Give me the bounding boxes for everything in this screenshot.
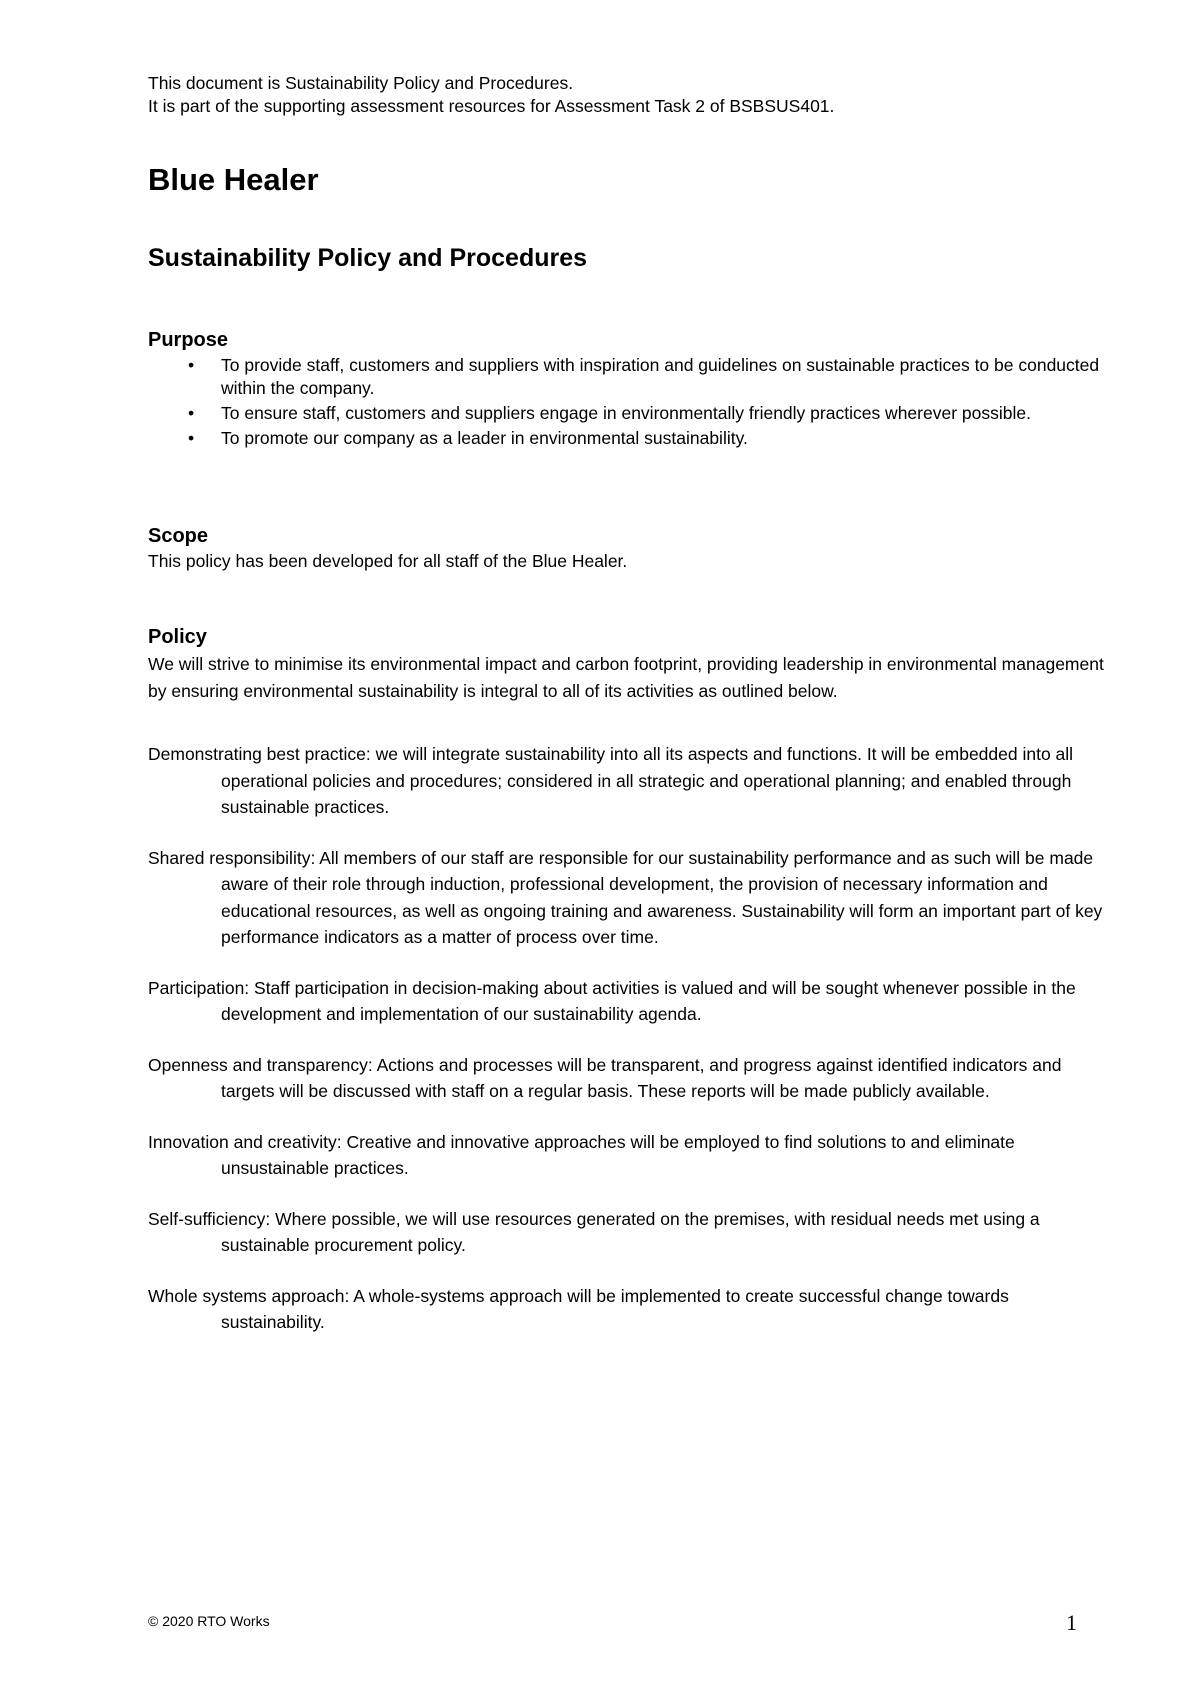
bullet-icon: • [188,355,195,375]
bullet-icon: • [188,403,195,423]
principle-paragraph: Demonstrating best practice: we will integrate sustainability into all its aspects and functions. It will be embedded into all operational policies and procedures; considered in all strategic and operational planning; and enabled through sustainable practices. [148,744,1074,817]
principle-paragraph: Participation: Staff participation in decision-making about activities is valued and will be sought whenever possible in the development and implementation of our sustainability agenda. [148,977,1076,1024]
header-note-line-1: This document is Sustainability Policy and Procedures. [148,73,574,93]
list-item-text: To provide staff, customers and suppliers with inspiration and guidelines on sustainable practices to be conducted within the company. [221,355,1100,398]
principle-paragraph: Innovation and creativity: Creative and innovative approaches will be employed to find solutions to and eliminate unsustainable practices. [148,1131,1015,1178]
bullet-icon: • [188,428,195,448]
list-item [148,354,1108,400]
list-item [148,402,1108,425]
scope-text: This policy has been developed for all staff of the Blue Healer. [148,551,628,571]
page-number: 1 [1066,1610,1077,1635]
header-note-line-2: It is part of the supporting assessment resources for Assessment Task 2 of BSBSUS401. [148,96,835,116]
list-item-text: To promote our company as a leader in environmental sustainability. [221,428,748,448]
policy-intro: We will strive to minimise its environmental impact and carbon footprint, providing leadership in environmental management by ensuring environmental sustainability is integral to all of its activities as outlined below. [148,654,1104,701]
header-note [148,72,1108,118]
principle-paragraph: Self-sufficiency: Where possible, we will use resources generated on the premises, with residual needs met using a sustainable procurement policy. [148,1208,1040,1255]
list-item-text: To ensure staff, customers and suppliers engage in environmentally friendly practices wherever possible. [221,403,1031,423]
principle-paragraph: Shared responsibility: All members of our staff are responsible for our sustainability performance and as such will be made aware of their role through induction, professional development, the provision of necessary information and educational resources, as well as ongoing training and awareness. Sustainability will form an important part of key performance indicators as a matter of process over time. [148,847,1103,947]
policy-heading: Policy [148,626,207,648]
footer-copyright: © 2020 RTO Works [148,1613,270,1629]
document-title: Blue Healer [148,162,319,197]
purpose-heading: Purpose [148,329,229,351]
purpose-list [148,354,1108,452]
document-subtitle: Sustainability Policy and Procedures [148,244,588,272]
scope-heading: Scope [148,525,209,547]
policy-principles [148,741,1108,1360]
principle-paragraph: Openness and transparency: Actions and processes will be transparent, and progress against identified indicators and targets will be discussed with staff on a regular basis. These reports will be made publicly available. [148,1054,1062,1101]
list-item [148,427,1108,450]
principle-paragraph: Whole systems approach: A whole-systems approach will be implemented to create successful change towards sustainability. [148,1285,1009,1332]
